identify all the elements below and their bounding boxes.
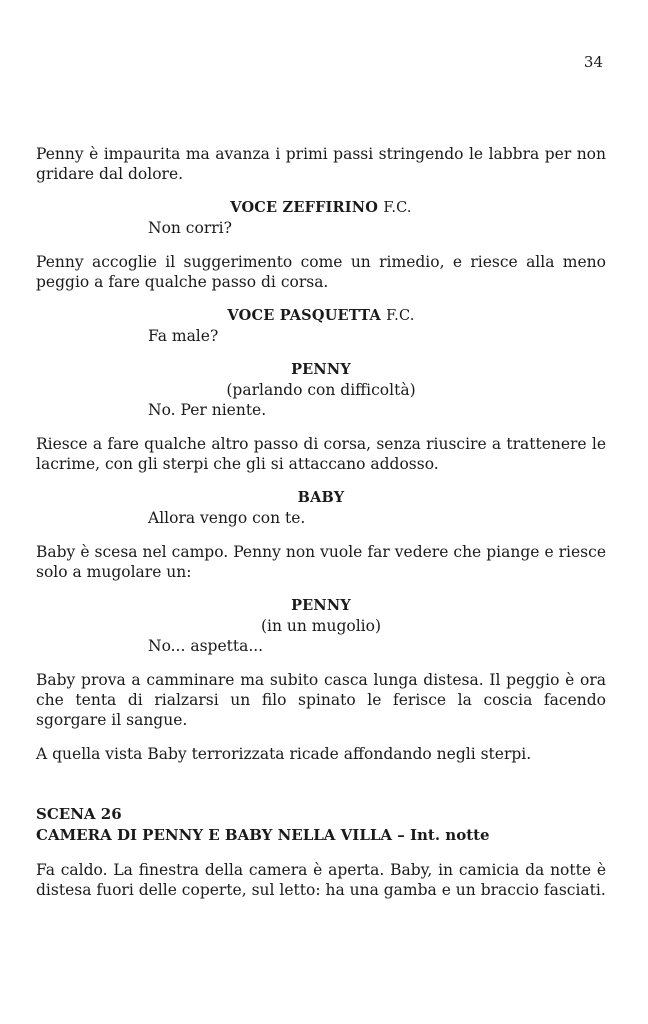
character-cue xyxy=(36,360,606,380)
character-name: PENNY xyxy=(291,597,351,614)
action-paragraph: Baby prova a camminare ma subito casca lunga distesa. Il peggio è ora che tenta di rialzarsi un filo spinato le ferisce la coscia facendo sgorgare il sangue. xyxy=(36,671,606,729)
character-cue xyxy=(36,198,606,218)
action-paragraph: Penny accoglie il suggerimento come un rimedio, e riesce alla meno peggio a fare qualche passo di corsa. xyxy=(36,253,606,291)
parenthetical: (in un mugolio) xyxy=(260,617,382,635)
scene-number: SCENA 26 xyxy=(36,805,122,823)
script-blocks xyxy=(36,144,606,764)
dialogue-block xyxy=(36,596,606,656)
dialogue-line: Allora vengo con te. xyxy=(148,509,306,527)
character-cue xyxy=(36,488,606,508)
action-paragraph: Riesce a fare qualche altro passo di corsa, senza riuscire a trattenere le lacrime, con gli sterpi che gli si attaccano addosso. xyxy=(36,435,606,473)
action-paragraph: A quella vista Baby terrorizzata ricade affondando negli sterpi. xyxy=(36,745,532,763)
scene-location: CAMERA DI PENNY E BABY NELLA VILLA – Int. notte xyxy=(36,826,490,844)
dialogue-line: No. Per niente. xyxy=(148,401,267,419)
dialogue-line: Non corri? xyxy=(148,219,232,237)
dialogue-line: Fa male? xyxy=(148,327,219,345)
dialogue-block xyxy=(36,306,606,346)
action-paragraph: Penny è impaurita ma avanza i primi passi stringendo le labbra per non gridare dal dolore. xyxy=(36,145,606,183)
character-name: PENNY xyxy=(291,361,351,378)
parenthetical: (parlando con difficoltà) xyxy=(226,381,416,399)
character-name: BABY xyxy=(297,489,345,506)
dialogue-block xyxy=(36,488,606,528)
action-paragraph: Baby è scesa nel campo. Penny non vuole far vedere che piange e riesce solo a mugolare un: xyxy=(36,543,606,581)
character-extension: F.C. xyxy=(386,308,415,324)
dialogue-line: No... aspetta... xyxy=(148,637,264,655)
character-extension: F.C. xyxy=(383,200,412,216)
character-cue xyxy=(36,306,606,326)
character-name: VOCE ZEFFIRINO xyxy=(230,199,379,216)
character-cue xyxy=(36,596,606,616)
dialogue-block xyxy=(36,360,606,420)
script-content xyxy=(36,144,606,914)
scene-action: Fa caldo. La finestra della camera è aperta. Baby, in camicia da notte è distesa fuori delle coperte, sul letto: ha una gamba e un braccio fasciati. xyxy=(36,861,606,899)
scene-heading xyxy=(36,804,606,846)
dialogue-block xyxy=(36,198,606,238)
page-number: 34 xyxy=(583,53,603,71)
character-name: VOCE PASQUETTA xyxy=(227,307,381,324)
